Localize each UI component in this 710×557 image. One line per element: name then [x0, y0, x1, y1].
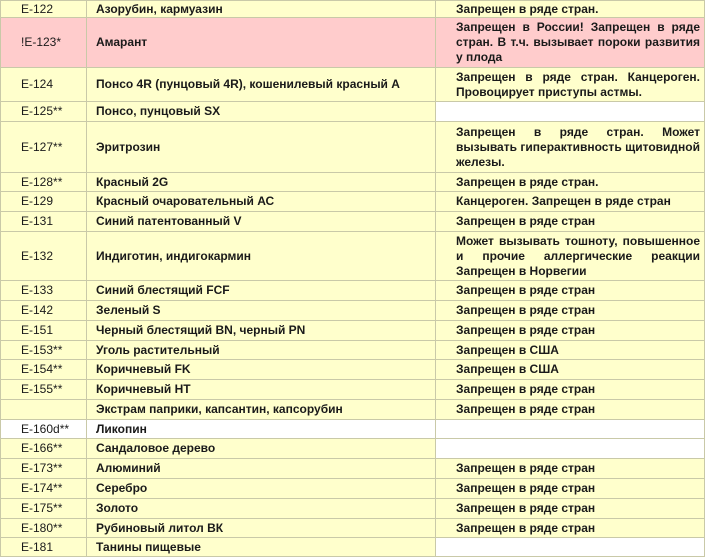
- table-row: [1, 301, 705, 321]
- additive-code: E-173**: [1, 459, 87, 479]
- additive-note: Запрещен в ряде стран: [436, 301, 705, 321]
- additive-note: Может вызывать тошноту, повышенное и прочие аллергические реакции Запрещен в Норвегии: [436, 232, 705, 281]
- additive-code: E-151: [1, 321, 87, 341]
- additive-note: Канцероген. Запрещен в ряде стран: [436, 192, 705, 212]
- additive-note: Запрещен в США: [436, 360, 705, 380]
- table-row: [1, 232, 705, 281]
- additive-code: E-154**: [1, 360, 87, 380]
- additive-note: Запрещен в ряде стран.: [436, 173, 705, 192]
- additive-name: Эритрозин: [87, 122, 436, 173]
- table-row: [1, 173, 705, 192]
- additive-name: Рубиновый литол ВК: [87, 519, 436, 538]
- additive-code: [1, 400, 87, 420]
- additive-code: E-131: [1, 212, 87, 232]
- table-row: [1, 192, 705, 212]
- additive-note: [436, 102, 705, 122]
- additive-name: Красный 2G: [87, 173, 436, 192]
- additive-note: Запрещен в ряде стран: [436, 281, 705, 301]
- additive-code: E-181: [1, 538, 87, 557]
- additive-name: Сандаловое дерево: [87, 439, 436, 459]
- additive-note: Запрещен в ряде стран. Канцероген. Провоцирует приступы астмы.: [436, 68, 705, 102]
- additive-note: [436, 420, 705, 439]
- table-row: [1, 400, 705, 420]
- additive-code: E-160d**: [1, 420, 87, 439]
- additive-code: E-132: [1, 232, 87, 281]
- additive-name: Индиготин, индигокармин: [87, 232, 436, 281]
- table-row: [1, 341, 705, 360]
- additive-code: E-155**: [1, 380, 87, 400]
- additive-note: Запрещен в США: [436, 341, 705, 360]
- table-row: [1, 519, 705, 538]
- additive-note: Запрещен в ряде стран: [436, 380, 705, 400]
- additive-code: E-153**: [1, 341, 87, 360]
- table-row: [1, 1, 705, 18]
- additive-code: E-175**: [1, 499, 87, 519]
- table-row: [1, 212, 705, 232]
- additive-code: E-142: [1, 301, 87, 321]
- table-row: [1, 360, 705, 380]
- additive-name: Серебро: [87, 479, 436, 499]
- additive-note: Запрещен в ряде стран: [436, 499, 705, 519]
- additive-code: E-133: [1, 281, 87, 301]
- additive-name: Танины пищевые: [87, 538, 436, 557]
- additive-note: Запрещен в ряде стран: [436, 519, 705, 538]
- additive-name: Черный блестящий BN, черный PN: [87, 321, 436, 341]
- additive-note: [436, 439, 705, 459]
- additive-name: Красный очаровательный АС: [87, 192, 436, 212]
- additive-code: E-166**: [1, 439, 87, 459]
- additive-name: Понсо 4R (пунцовый 4R), кошенилевый красный А: [87, 68, 436, 102]
- table-row: [1, 321, 705, 341]
- additive-name: Синий патентованный V: [87, 212, 436, 232]
- additive-name: Золото: [87, 499, 436, 519]
- additive-name: Понсо, пунцовый SX: [87, 102, 436, 122]
- additive-note: Запрещен в ряде стран: [436, 459, 705, 479]
- additive-name: Зеленый S: [87, 301, 436, 321]
- additive-note: Запрещен в ряде стран: [436, 400, 705, 420]
- table-row: [1, 122, 705, 173]
- additive-code: E-128**: [1, 173, 87, 192]
- table-row: [1, 281, 705, 301]
- additive-note: Запрещен в ряде стран.: [436, 1, 705, 18]
- additive-note: Запрещен в ряде стран. Может вызывать гиперактивность щитовидной железы.: [436, 122, 705, 173]
- additive-name: Ликопин: [87, 420, 436, 439]
- table-row: [1, 479, 705, 499]
- additive-note: Запрещен в ряде стран: [436, 479, 705, 499]
- additive-name: Синий блестящий FCF: [87, 281, 436, 301]
- additive-name: Амарант: [87, 18, 436, 68]
- table-row: [1, 380, 705, 400]
- additives-table-body: [1, 1, 705, 557]
- additive-note: [436, 538, 705, 557]
- additive-code: E-124: [1, 68, 87, 102]
- additive-name: Коричневый HT: [87, 380, 436, 400]
- additive-code: E-125**: [1, 102, 87, 122]
- additive-name: Коричневый FK: [87, 360, 436, 380]
- additive-name: Азорубин, кармуазин: [87, 1, 436, 18]
- additive-note: Запрещен в ряде стран: [436, 321, 705, 341]
- additive-code: E-174**: [1, 479, 87, 499]
- table-row: [1, 459, 705, 479]
- additive-code: E-180**: [1, 519, 87, 538]
- additive-code: E-122: [1, 1, 87, 18]
- additive-name: Алюминий: [87, 459, 436, 479]
- table-row: [1, 439, 705, 459]
- additive-code: E-127**: [1, 122, 87, 173]
- additive-code: E-129: [1, 192, 87, 212]
- additive-note: Запрещен в России! Запрещен в ряде стран. В т.ч. вызывает пороки развития у плода: [436, 18, 705, 68]
- additive-name: Экстрам паприки, капсантин, капсорубин: [87, 400, 436, 420]
- table-row: [1, 68, 705, 102]
- table-row: [1, 102, 705, 122]
- additive-code: !E-123*: [1, 18, 87, 68]
- additive-note: Запрещен в ряде стран: [436, 212, 705, 232]
- table-row: [1, 499, 705, 519]
- table-row: [1, 18, 705, 68]
- table-row: [1, 420, 705, 439]
- additive-name: Уголь растительный: [87, 341, 436, 360]
- table-row: [1, 538, 705, 557]
